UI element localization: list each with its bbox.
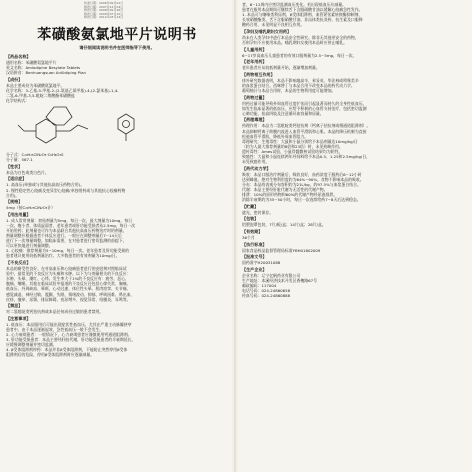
section-heading: 【药物相互作用】 <box>242 71 275 77</box>
left-body <box>6 54 228 357</box>
text-line: 葡萄柚汁与本品合用时，本品的生物利用度可能增加。 <box>242 88 336 94</box>
text-line: 松弛血管平滑肌，降低外周血管阻力。 <box>242 133 309 139</box>
text-line: 6~17岁高血压儿童患者的有效口服剂量为2.5~5mg，每日一次。 <box>242 52 357 58</box>
text-line: 国药准字H20031088 <box>242 260 281 266</box>
text-line: 代谢：本品主要经肝脏代谢为无活性的代谢产物。 <box>242 186 328 192</box>
stamp-line: 修改日期：2012年03月14日 <box>84 15 124 20</box>
stamp-line: 核准日期：2006年09月01日 <box>84 1 124 5</box>
text-line: 开始用药；此剂量也可作为本品联合其他抗高血压药物治疗时的剂量。 <box>6 227 127 233</box>
text-line: 的血浆蛋白结合。西咪替丁与本品合用不改变本品的药代动力学。 <box>242 82 355 88</box>
text-line: 本品主要成份为苯磺酸氨氯地平。 <box>6 82 65 88</box>
text-line: 国家食品药品监督管理局标准YBH01802009 <box>242 247 321 253</box>
text-line: 2. 慢性稳定性心绞痛及变异型心绞痛(单独用药或与其他抗心绞痛药物 <box>6 187 126 193</box>
text-line: 未见致癌作用。 <box>242 159 270 165</box>
date-stamp <box>84 2 228 20</box>
stamp-line: 修改日期：2007年12月04日 <box>84 4 124 9</box>
text-line: 排泄：10%的原形药物和60%的代谢产物经尿液排泄。 <box>242 192 338 198</box>
text-line: 长效硝酸酯类、舌下含服硝酸甘油、非甾体类抗炎药、抗生素及口服降 <box>242 17 363 23</box>
text-line: 1. 本品可与噻嗪类利尿剂、β受体阻滞剂、血管紧张素转换酶抑制剂、 <box>242 12 363 18</box>
text-line: 铝塑泡罩包装，7片/板/盒；14片/盒；28片/盒。 <box>242 222 326 228</box>
text-line: 达到峰值。绝对生物利用度约为64%~90%。食物不影响本品的吸收。 <box>242 176 364 182</box>
section-heading: 【不良反应】 <box>6 260 31 266</box>
section-heading: 【生产企业】 <box>242 266 267 272</box>
text-line: 通用名称：苯磺酸氨氯地平片 <box>6 59 57 65</box>
structure-diagram <box>6 105 156 151</box>
text-line: 药理作用：本品为二氢吡啶类钙拮抗剂（钙离子拮抗剂或慢通道阻滞剂）。 <box>242 123 371 129</box>
text-line: 验中，最常见的不良反应为头痛和水肿。以下为与剂量相关的不良反应： <box>6 271 131 277</box>
text-line: 感觉减退、神经过敏、震颤、失眠、情绪波动、抑郁、呼吸困难、鼻出血、 <box>6 291 135 297</box>
section-heading: 【药理毒理】 <box>242 117 267 123</box>
text-line: 本品的耐受性良好。在对高血压和心绞痛患者进行的安慰剂对照临床试 <box>6 266 127 272</box>
text-line: 用药过量可能导致外周血管过度扩张而引起显著而持久的全身性低血压。 <box>242 100 367 106</box>
column-divider <box>234 0 236 472</box>
text-line: 对二氢吡啶类钙拮抗剂或本品任何成份过敏的患者禁用。 <box>6 309 104 315</box>
text-line: 合用)。 <box>6 192 20 198</box>
section-heading: 【执行标准】 <box>242 241 267 247</box>
text-line: 毒理研究：生殖毒性：大鼠和小鼠分别给予本品剂量达10mg/kg/日 <box>242 138 358 144</box>
section-heading: 【包装】 <box>242 216 259 222</box>
section-heading: 【贮藏】 <box>242 203 259 209</box>
text-line: 应缓慢调整剂量并密切监测。 <box>6 342 57 348</box>
right-column <box>238 0 472 472</box>
text-line: 低血压、外周缺血、晕厥、心动过速、体位性头晕、肌肉痉挛、关节痛、 <box>6 286 131 292</box>
section-heading: 【成份】 <box>6 76 23 82</box>
text-line: 患者在服用本品期间可继续舌下含服硝酸甘油以缓解心绞痛急性发作。 <box>242 7 363 13</box>
text-line: 消除半衰期约为35~50小时，每日一次连续给药7~8天后达到稳态。 <box>242 197 361 203</box>
text-line: 1. 成人常用剂量：初始剂量为5mg，每日一次，最大剂量为10mg，每日 <box>6 217 133 223</box>
text-line: 体外研究数据表明，本品不影响地高辛、苯妥英、华法林或吲哚美辛 <box>242 77 359 83</box>
section-heading: 【药品名称】 <box>6 53 31 59</box>
text-line: 5mg（按C₂₀H₂₅ClN₂O₅计） <box>6 205 56 211</box>
text-line: 4. β受体阻滞剂停药：本品并非β受体阻滞剂，不能防止突然停用β受体 <box>6 347 128 353</box>
text-line: （约为人最大推荐剂量的8倍和23倍）时，未见致畸作用。 <box>242 143 343 149</box>
text-line: 企业名称：辽宁亿帆药业有限公司 <box>242 272 301 278</box>
text-line: 一次。瘦小者、体质虚弱者、老年患者或肝功能受损者从2.5mg，每日一次 <box>6 222 136 228</box>
text-line: 邮政编码：117004 <box>242 282 277 288</box>
text-line: 电话号码：024-24860658 <box>242 287 291 293</box>
page-subtitle: 请仔细阅读说明书并在医师指导下使用。 <box>79 44 155 50</box>
text-line: 阻滞剂后的危险，停用β受体阻滞剂时应逐渐减量。 <box>6 352 95 358</box>
text-line: 传真号码：024-24860888 <box>242 293 291 299</box>
text-line: 如发生临床显著的低血压，应给予积极的心血管支持治疗，包括密切监测 <box>242 105 367 111</box>
text-line: 皮疹、瘙痒、尿频、排尿障碍、夜尿增多、视觉异常、结膜炎、耳鸣等。 <box>6 296 131 302</box>
page-title: 苯磺酸氨氯地平片说明书 <box>37 26 197 43</box>
section-heading: 【性状】 <box>6 163 23 169</box>
left-column <box>0 0 232 472</box>
text-line: 剂量调整应根据患者个体反应进行。一般应在调整剂量后7~14天后 <box>6 233 122 239</box>
text-line: 腹痛、嗜睡。其他在临床试验中报道的不良反应还包括心律失常、胸痛、 <box>6 281 131 287</box>
section-heading: 【有效期】 <box>242 228 263 234</box>
text-line: 3. 肝功能受损患者：本品主要经肝脏代谢，肝功能受损患者的半衰期延长， <box>6 337 136 343</box>
section-heading: 【儿童用药】 <box>242 46 267 52</box>
chemical-structure <box>6 105 228 151</box>
text-line: 本品为白色或类白色片。 <box>6 169 49 175</box>
text-line: 水肿、头晕、潮红、心悸。发生率大于1%的不良反应有：疲劳、恶心、 <box>6 276 129 282</box>
section-heading: 【药物过量】 <box>242 94 267 100</box>
section-heading: 【用法用量】 <box>6 211 31 217</box>
text-line: 1. 高血压(单独或与其他抗高血压药物合用)。 <box>6 182 85 188</box>
text-line: 二氢-6-甲基-3,5-吡啶二羧酸酯苯磺酸盐 <box>6 92 75 98</box>
section-heading: 【规格】 <box>6 199 23 205</box>
section-heading: 【注意事项】 <box>6 315 31 321</box>
text-line: 分布：本品的表观分布容积约为21L/kg，约97.5%与血浆蛋白结合。 <box>242 181 361 187</box>
text-line: 2. 心绞痛：推荐剂量为5~10mg，每日一次。老年患者及肝功能受损的 <box>6 248 130 254</box>
text-line: 英文名称：Amlodipine Besylate Tablets <box>6 65 81 71</box>
text-line: 尚未在人类孕妇中进行本品安全性研究。除非无其他更安全的药物， <box>242 34 359 40</box>
text-line: 遮光，密封保存。 <box>242 209 274 215</box>
text-line: 本品抑制钙离子跨膜内流进入血管平滑肌和心肌。本品的降压机制为直接 <box>242 128 367 134</box>
section-heading: 【禁忌】 <box>6 303 23 309</box>
section-heading: 【批准文号】 <box>242 254 267 260</box>
text-line: 进行下一次剂量调整。如临床需要，在对患者进行密切监测的前提下， <box>6 238 127 244</box>
text-line: 1. 低血压：本品服用后可能出现症状性低血压，尤其在严重主动脉瓣狭窄 <box>6 321 132 327</box>
text-line: 2. 心力衰竭患者：一般情况下，心力衰竭患者应谨慎使用钙通道阻滞剂。 <box>6 331 132 337</box>
text-line: 吸收：本品口服治疗剂量后，吸收良好，血药浓度于服药后6~12小时 <box>242 171 362 177</box>
text-line: 生产地址：本溪经济技术开发区香槐路67号 <box>242 277 317 283</box>
text-line: 分子式：C₂₀H₂₅ClN₂O₅·C₆H₆O₃S <box>6 152 64 158</box>
text-line: 患者中。由于本品逐渐起效，急性低血压一般不会发生。 <box>6 326 104 332</box>
text-line: 36个月 <box>242 234 255 240</box>
text-line: 化学结构式： <box>6 98 30 104</box>
stamp-line: 修改日期：2009年07月10日 <box>84 11 124 16</box>
text-line: 分子量：567.1 <box>6 157 33 163</box>
text-line: 者，6~12周内应密切监测血压变化。若出现低血压应减量。 <box>242 2 347 7</box>
text-line: 遗传毒性：Ames试验、小鼠骨髓微核试验结果均为阴性。 <box>242 148 343 154</box>
stamp-line: 修改日期：2008年09月26日 <box>84 8 124 13</box>
text-line: 心肺功能、抬高四肢及注意循环血容量和尿量。 <box>242 110 324 116</box>
section-heading: 【孕妇及哺乳期妇女用药】 <box>242 28 292 34</box>
text-line: 汉语拼音：Benhuangsuan Anlüdiping Pian <box>6 70 86 76</box>
text-line: 可以更快地进行剂量调整。 <box>6 243 53 249</box>
section-heading: 【老年用药】 <box>242 59 267 65</box>
text-line: 糖药合用，未见明显不良相互作用。 <box>242 22 305 28</box>
text-line: 致癌性：大鼠和小鼠连续两年经饲料给予本品0.5、1.25和2.5mg/kg/日， <box>242 153 371 159</box>
text-line: 患者建议使用较低剂量治疗。大多数患者的有效剂量为10mg/日。 <box>6 253 120 259</box>
section-heading: 【适应症】 <box>6 176 27 182</box>
text-line: 化学名称：3-乙基-5-甲基-2-(2-氨基乙氧甲基)-4-(2-氯苯基)-1,4- <box>6 87 119 93</box>
right-body <box>242 2 466 298</box>
text-line: 否则孕妇不应使用本品。哺乳期妇女使用本品时应停止哺乳。 <box>242 40 348 46</box>
section-heading: 【药代动力学】 <box>242 165 271 171</box>
text-line: 老年患者应从较低剂量开始，逐渐增加剂量。 <box>242 65 320 71</box>
